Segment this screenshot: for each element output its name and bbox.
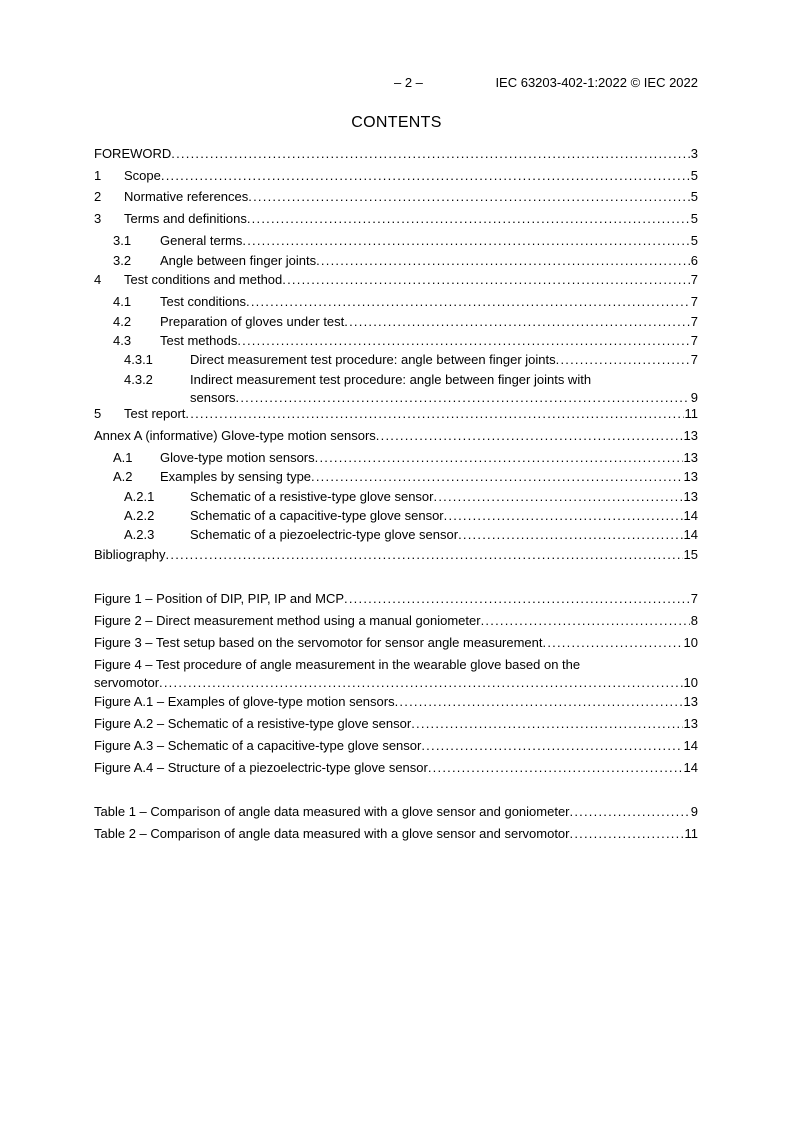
dot-leader [543, 634, 683, 652]
entry-number: 3.1 [113, 233, 132, 248]
entry-page-number: 10 [683, 635, 698, 650]
dot-leader [458, 526, 682, 544]
entry-page-number: 9 [690, 390, 698, 405]
toc-entry[interactable] [94, 252, 698, 270]
table-entry[interactable] [94, 825, 698, 843]
figure-entry[interactable] [94, 612, 698, 630]
entry-leader-line [160, 332, 698, 350]
entry-page-number: 6 [690, 253, 698, 268]
entry-title: Figure A.4 – Structure of a piezoelectric-type glove sensor [94, 760, 428, 775]
toc-entry[interactable] [94, 167, 698, 185]
entry-page-number: 13 [683, 428, 698, 443]
entry-title: Figure A.2 – Schematic of a resistive-type glove sensor [94, 716, 412, 731]
contents-title: CONTENTS [351, 114, 442, 131]
entry-leader-line [124, 210, 698, 228]
table-entry[interactable] [94, 803, 698, 821]
dot-leader [246, 293, 690, 311]
dot-leader [421, 737, 682, 755]
toc-entry[interactable] [94, 449, 698, 467]
dot-leader [316, 252, 690, 270]
entry-page-number: 14 [683, 738, 698, 753]
entry-page-number: 7 [690, 333, 698, 348]
dot-leader [344, 590, 690, 608]
toc-entry[interactable] [94, 232, 698, 250]
toc-entry[interactable] [94, 271, 698, 289]
entry-leader-line [94, 759, 698, 777]
entry-leader-line [190, 488, 698, 506]
entry-page-number: 8 [690, 613, 698, 628]
entry-leader-line [94, 803, 698, 821]
page-number: – 2 – [394, 75, 423, 90]
entry-leader-line [94, 715, 698, 733]
toc-entry[interactable] [94, 188, 698, 206]
entry-title: Test conditions and method [124, 272, 283, 287]
entry-title: Examples by sensing type [160, 469, 312, 484]
entry-number: A.2.2 [124, 508, 155, 523]
entry-number: A.2 [113, 469, 133, 484]
entry-leader-line [94, 737, 698, 755]
figure-entry[interactable] [94, 634, 698, 652]
dot-leader [376, 427, 683, 445]
entry-title: Schematic of a resistive-type glove sensor [190, 489, 434, 504]
entry-leader-line [190, 526, 698, 544]
entry-number: A.1 [113, 450, 133, 465]
entry-number: 3.2 [113, 253, 132, 268]
entry-title: Figure A.3 – Schematic of a capacitive-type glove sensor [94, 738, 422, 753]
toc-entry[interactable] [94, 526, 698, 544]
dot-leader [248, 188, 689, 206]
entry-title: Test report [124, 406, 186, 421]
dot-leader [481, 612, 690, 630]
entry-number: 1 [94, 168, 102, 183]
toc-entry[interactable] [94, 332, 698, 350]
entry-page-number: 14 [683, 527, 698, 542]
entry-leader-line [94, 612, 698, 630]
dot-leader [444, 507, 683, 525]
entry-page-number: 13 [683, 716, 698, 731]
entry-leader-line [124, 271, 698, 289]
entry-title: Figure 1 – Position of DIP, PIP, IP and MCP [94, 591, 345, 606]
dot-leader [161, 167, 690, 185]
entry-leader-line [94, 427, 698, 445]
dot-leader [237, 332, 689, 350]
entry-page-number: 15 [683, 547, 698, 562]
entry-title: Annex A (informative) Glove-type motion sensors [94, 428, 376, 443]
entry-leader-line [160, 293, 698, 311]
entry-title: Normative references [124, 189, 249, 204]
dot-leader [315, 449, 683, 467]
figure-entry[interactable] [94, 715, 698, 733]
dot-leader [159, 674, 683, 692]
entry-number: 4.3 [113, 333, 132, 348]
entry-leader-line [160, 468, 698, 486]
entry-title: Angle between finger joints [160, 253, 317, 268]
figure-entry[interactable] [94, 759, 698, 777]
toc-entry[interactable] [94, 488, 698, 506]
entry-page-number: 5 [690, 211, 698, 226]
entry-title: Figure 3 – Test setup based on the servomotor for sensor angle measurement [94, 635, 543, 650]
entry-page-number: 7 [690, 352, 698, 367]
dot-leader [434, 488, 683, 506]
document-reference: IEC 63203-402-1:2022 © IEC 2022 [495, 75, 698, 90]
entry-leader-line [94, 145, 698, 163]
toc-entry[interactable] [94, 405, 698, 423]
entry-title: Schematic of a piezoelectric-type glove sensor [190, 527, 459, 542]
entry-number: A.2.3 [124, 527, 155, 542]
toc-entry[interactable] [94, 371, 698, 407]
dot-leader [247, 210, 690, 228]
dot-leader [282, 271, 689, 289]
toc-entry[interactable] [94, 351, 698, 369]
entry-page-number: 5 [690, 233, 698, 248]
dot-leader [570, 825, 684, 843]
toc-entry[interactable] [94, 210, 698, 228]
entry-number: 4.3.1 [124, 352, 153, 367]
toc-entry[interactable] [94, 468, 698, 486]
entry-page-number: 3 [690, 146, 698, 161]
dot-leader [395, 693, 683, 711]
entry-number: 4.2 [113, 314, 132, 329]
dot-leader [428, 759, 683, 777]
entry-number: 4 [94, 272, 102, 287]
figure-entry[interactable] [94, 656, 698, 692]
entry-page-number: 13 [683, 450, 698, 465]
entry-number: 5 [94, 406, 102, 421]
dot-leader [166, 546, 683, 564]
entry-title: Table 2 – Comparison of angle data measured with a glove sensor and servomotor [94, 826, 570, 841]
entry-title-line1: Indirect measurement test procedure: angle between finger joints with [190, 372, 592, 387]
toc-entry[interactable] [94, 145, 698, 163]
entry-page-number: 11 [684, 826, 698, 841]
entry-leader-line [160, 252, 698, 270]
entry-leader-line [94, 674, 698, 692]
entry-leader-line [190, 507, 698, 525]
entry-leader-line [160, 232, 698, 250]
entry-leader-line [124, 167, 698, 185]
entry-number: 4.3.2 [124, 372, 153, 387]
entry-page-number: 7 [690, 272, 698, 287]
entry-page-number: 7 [690, 294, 698, 309]
entry-leader-line [160, 313, 698, 331]
toc-entry[interactable] [94, 507, 698, 525]
dot-leader [311, 468, 683, 486]
entry-page-number: 13 [683, 469, 698, 484]
figure-entry[interactable] [94, 693, 698, 711]
entry-title: Schematic of a capacitive-type glove sensor [190, 508, 444, 523]
entry-leader-line [94, 634, 698, 652]
dot-leader [171, 145, 689, 163]
figure-entry[interactable] [94, 590, 698, 608]
entry-leader-line [94, 693, 698, 711]
dot-leader [556, 351, 690, 369]
entry-page-number: 14 [683, 508, 698, 523]
entry-title: Terms and definitions [124, 211, 247, 226]
entry-title: Figure 2 – Direct measurement method using a manual goniometer [94, 613, 481, 628]
entry-page-number: 10 [683, 675, 698, 690]
toc-entry[interactable] [94, 293, 698, 311]
entry-title: servomotor [94, 675, 160, 690]
entry-title: Preparation of gloves under test [160, 314, 345, 329]
dot-leader [570, 803, 690, 821]
entry-page-number: 5 [690, 189, 698, 204]
entry-leader-line [124, 188, 698, 206]
entry-leader-line [94, 546, 698, 564]
entry-number: 4.1 [113, 294, 132, 309]
entry-title: Glove-type motion sensors [160, 450, 315, 465]
entry-title: Direct measurement test procedure: angle between finger joints [190, 352, 556, 367]
entry-page-number: 7 [690, 591, 698, 606]
entry-leader-line [94, 825, 698, 843]
entry-number: 2 [94, 189, 102, 204]
dot-leader [411, 715, 682, 733]
entry-title: General terms [160, 233, 243, 248]
entry-page-number: 5 [690, 168, 698, 183]
entry-title: Scope [124, 168, 161, 183]
entry-page-number: 13 [683, 489, 698, 504]
entry-title: FOREWORD [94, 146, 172, 161]
page-header [94, 75, 698, 93]
entry-page-number: 11 [684, 406, 698, 421]
entry-page-number: 7 [690, 314, 698, 329]
entry-title: Figure A.1 – Examples of glove-type motion sensors [94, 694, 395, 709]
entry-number: A.2.1 [124, 489, 155, 504]
entry-title: Test methods [160, 333, 238, 348]
entry-page-number: 9 [690, 804, 698, 819]
entry-title: Table 1 – Comparison of angle data measured with a glove sensor and goniometer [94, 804, 570, 819]
entry-title: sensors [190, 390, 236, 405]
entry-leader-line [124, 405, 698, 423]
entry-number: 3 [94, 211, 102, 226]
dot-leader [344, 313, 689, 331]
toc-entry[interactable] [94, 427, 698, 445]
entry-leader-line [94, 590, 698, 608]
entry-title-line1: Figure 4 – Test procedure of angle measurement in the wearable glove based on the [94, 657, 581, 672]
entry-page-number: 13 [683, 694, 698, 709]
dot-leader [185, 405, 683, 423]
entry-leader-line [190, 351, 698, 369]
entry-page-number: 14 [683, 760, 698, 775]
entry-title: Test conditions [160, 294, 246, 309]
toc-entry[interactable] [94, 313, 698, 331]
toc-entry[interactable] [94, 546, 698, 564]
figure-entry[interactable] [94, 737, 698, 755]
entry-title: Bibliography [94, 547, 166, 562]
entry-leader-line [160, 449, 698, 467]
dot-leader [242, 232, 689, 250]
